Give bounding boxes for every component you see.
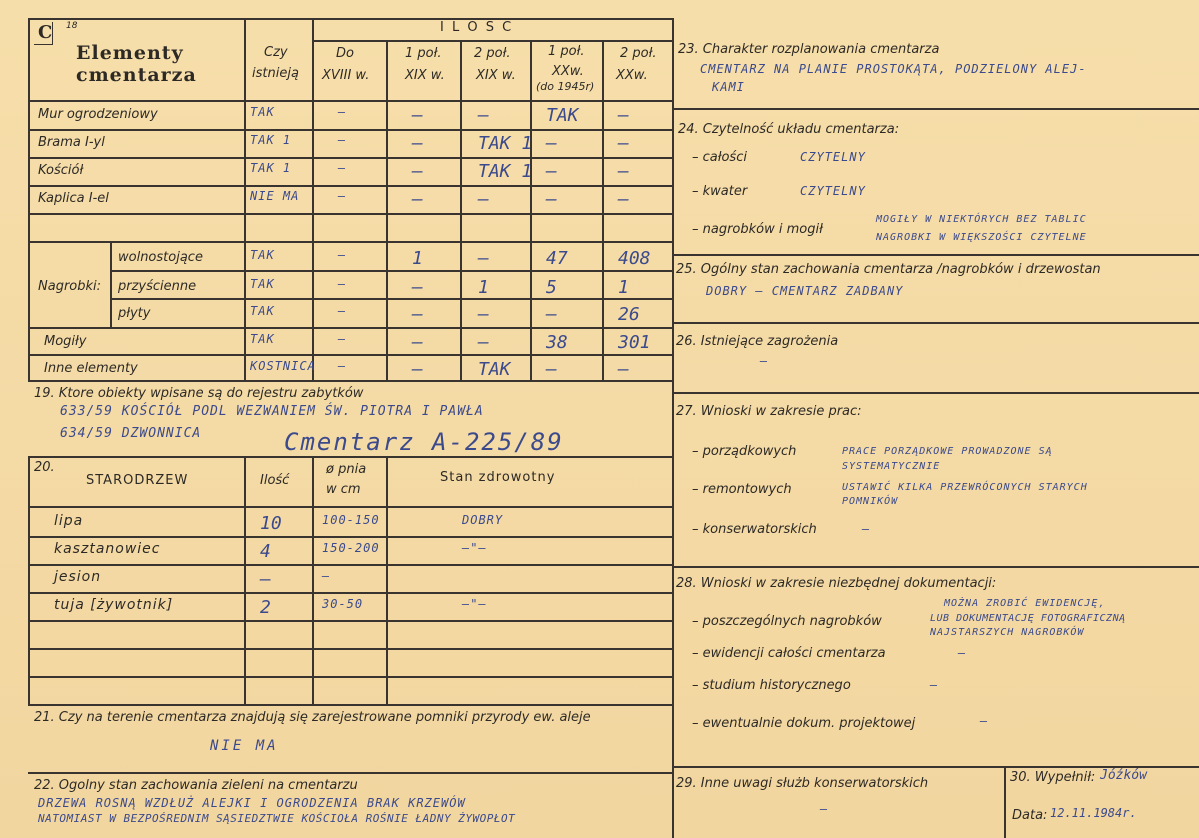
row-line — [28, 592, 673, 594]
row-cell-c2: — — [412, 105, 423, 126]
row-cell-c3: — — [478, 304, 489, 325]
nagrobki-label: Nagrobki: — [38, 279, 102, 294]
row-cell-c2: — — [412, 161, 423, 182]
row-cell-c5: — — [618, 133, 629, 154]
q21-label: 21. Czy na terenie cmentarza znajdują się zarejestrowane pomniki przyrody ew. aleje — [34, 710, 591, 725]
row-line — [28, 506, 673, 508]
q24-c-label: – nagrobków i mogił — [692, 222, 823, 237]
row-cell-c4: 5 — [546, 277, 557, 298]
q24-label: 24. Czytelność układu cmentarza: — [678, 122, 900, 137]
tree-ilosc: 10 — [260, 513, 282, 534]
tree-ilosc: 4 — [260, 541, 271, 562]
q27-a-val2: SYSTEMATYCZNIE — [842, 461, 941, 472]
row-cell-c2: — — [412, 277, 423, 298]
row-line — [672, 108, 1199, 110]
row-cell-c3: TAK 1 — [478, 133, 533, 154]
row-cell-c1: — — [338, 248, 347, 262]
q30-data-val: 12.11.1984r. — [1050, 806, 1137, 820]
q28-label: 28. Wnioski w zakresie niezbędnej dokumentacji: — [676, 576, 997, 591]
row-line — [28, 380, 673, 382]
card-number: 18 — [66, 21, 78, 31]
card-letter: C — [38, 22, 53, 43]
row-cell-c1: — — [338, 189, 347, 203]
row-cell-c5: — — [618, 105, 629, 126]
col-header: XXw. — [616, 68, 648, 83]
q27-c-val: — — [862, 522, 871, 536]
row-line — [28, 536, 673, 538]
col-line — [530, 40, 532, 380]
q28-b-label: – ewidencji całości cmentarza — [692, 646, 886, 661]
q30-label: 30. Wypełnił: — [1010, 770, 1096, 785]
q20-col-d: Stan zdrowotny — [440, 470, 556, 485]
row-line — [28, 129, 673, 131]
q30-data-label: Data: — [1012, 808, 1048, 823]
q24-c-val1: MOGIŁY W NIEKTÓRYCH BEZ TABLIC — [876, 214, 1087, 225]
tree-pien: 150-200 — [322, 541, 380, 555]
q28-a-label: – poszczególnych nagrobków — [692, 614, 882, 629]
row-cell-c3: TAK 1 — [478, 161, 533, 182]
row-cell-c3: TAK — [478, 359, 511, 380]
row-cell-c5: 26 — [618, 304, 640, 325]
row-label: Inne elementy — [44, 361, 138, 376]
tree-pien: 100-150 — [322, 513, 380, 527]
row-line — [28, 185, 673, 187]
left-border — [28, 456, 30, 704]
col-line — [386, 40, 388, 380]
row-cell-c4: 47 — [546, 248, 568, 269]
q21-answer: NIE MA — [210, 738, 279, 754]
q30-name: Jóźków — [1100, 768, 1147, 783]
q28-d-val: — — [980, 714, 989, 728]
row-cell-c5: — — [618, 161, 629, 182]
col-header: XXw. — [552, 64, 584, 79]
q29-label: 29. Inne uwagi służb konserwatorskich — [676, 776, 929, 791]
col-header: Do — [336, 46, 354, 61]
row-cell-c2: 1 — [412, 248, 423, 269]
tree-pien: 30-50 — [322, 597, 364, 611]
col-header: 1 poł. — [548, 44, 585, 59]
col-line — [312, 456, 314, 704]
row-label: Mogiły — [44, 334, 87, 349]
row-cell-c1: — — [338, 161, 347, 175]
q23-line2: KAMI — [712, 80, 745, 94]
row-label: Kościół — [38, 163, 84, 178]
col-line — [460, 40, 462, 380]
row-label: Kaplica I-el — [38, 191, 109, 206]
row-cell-c2: — — [412, 359, 423, 380]
row-cell-c4: — — [546, 189, 557, 210]
col-line — [312, 18, 314, 380]
row-line — [28, 456, 673, 458]
row-line — [672, 254, 1199, 256]
row-cell-c4: — — [546, 133, 557, 154]
row-line — [28, 327, 673, 329]
q19-line2: 634/59 DZWONNICA — [60, 426, 202, 441]
row-cell-c5: — — [618, 189, 629, 210]
row-line — [28, 564, 673, 566]
row-cell-c1: — — [338, 133, 347, 147]
row-cell-c1: — — [338, 332, 347, 346]
q24-a-label: – całości — [692, 150, 747, 165]
row-line — [28, 648, 673, 650]
row-cell-c2: — — [412, 189, 423, 210]
row-cell-c5: 1 — [618, 277, 629, 298]
row-cell-c3: — — [478, 189, 489, 210]
q25-val: DOBRY – CMENTARZ ZADBANY — [706, 284, 904, 298]
q20-col-a: STARODRZEW — [86, 473, 189, 488]
tree-stan: DOBRY — [462, 513, 504, 527]
row-line — [28, 676, 673, 678]
q27-a-val1: PRACE PORZĄDKOWE PROWADZONE SĄ — [842, 446, 1053, 457]
q22-label: 22. Ogolny stan zachowania zieleni na cmentarzu — [34, 778, 358, 793]
row-line — [28, 213, 673, 215]
q19-label: 19. Ktore obiekty wpisane są do rejestru zabytków — [34, 386, 364, 401]
col-header: XVIII w. — [322, 68, 370, 83]
tree-pien: — — [322, 569, 331, 583]
q20-num: 20. — [34, 460, 55, 475]
left-border — [28, 18, 30, 380]
q22-line2: NATOMIAST W BEZPOŚREDNIM SĄSIEDZTWIE KOŚCIOŁA ROŚNIE ŁADNY ŻYWOPŁOT — [38, 812, 516, 825]
ilosc-line — [312, 40, 673, 42]
row-label: wolnostojące — [118, 250, 203, 265]
q19-line1: 633/59 KOŚCIÓŁ PODL WEZWANIEM ŚW. PIOTRA I PAWŁA — [60, 404, 484, 419]
card-title-2: cmentarza — [76, 64, 197, 86]
row-cell-c4: — — [546, 359, 557, 380]
row-cell-c2: — — [412, 304, 423, 325]
q23-label: 23. Charakter rozplanowania cmentarza — [678, 42, 940, 57]
card-title: Elementy — [76, 42, 184, 64]
row-cell-c3: — — [478, 332, 489, 353]
row-label: Mur ogrodzeniowy — [38, 107, 158, 122]
col-header: XIX w. — [476, 68, 516, 83]
q20-col-c1: ø pnia — [326, 462, 367, 477]
col-line — [1004, 766, 1006, 838]
col-header: 2 poł. — [620, 46, 657, 61]
q26-val: — — [760, 354, 769, 368]
row-cell-czy: TAK — [250, 248, 275, 262]
col-header: istnieją — [252, 66, 299, 81]
q24-a-val: CZYTELNY — [800, 150, 866, 164]
row-label: płyty — [118, 306, 151, 321]
row-cell-c1: — — [338, 359, 347, 373]
q27-b-val2: POMNIKÓW — [842, 496, 899, 507]
q28-a-val1: MOŻNA ZROBIĆ EWIDENCJĘ, — [944, 598, 1106, 609]
row-cell-c2: — — [412, 133, 423, 154]
q27-a-label: – porządkowych — [692, 444, 797, 459]
row-cell-c1: — — [338, 277, 347, 291]
row-cell-c3: — — [478, 105, 489, 126]
q28-c-label: – studium historycznego — [692, 678, 851, 693]
q29-val: — — [820, 802, 829, 816]
tree-name: kasztanowiec — [54, 541, 161, 557]
row-cell-c1: — — [338, 304, 347, 318]
row-label: Brama I-yl — [38, 135, 105, 150]
col-line — [244, 456, 246, 704]
q20-col-b: Ilość — [260, 473, 290, 488]
row-cell-c4: — — [546, 304, 557, 325]
tree-name: lipa — [54, 513, 84, 529]
row-line — [672, 566, 1199, 568]
row-cell-c5: — — [618, 359, 629, 380]
q28-a-val2: LUB DOKUMENTACJĘ FOTOGRAFICZNĄ — [930, 613, 1126, 624]
row-cell-czy: TAK — [250, 105, 275, 119]
nagrobki-divider — [110, 241, 112, 327]
row-cell-czy: TAK 1 — [250, 161, 292, 175]
row-cell-czy: TAK — [250, 277, 275, 291]
row-cell-czy: TAK — [250, 332, 275, 346]
row-line — [672, 322, 1199, 324]
q28-c-val: — — [930, 678, 939, 692]
row-cell-c3: — — [478, 248, 489, 269]
tree-stan: —"— — [462, 597, 487, 611]
tree-name: tuja [żywotnik] — [54, 597, 174, 613]
row-line — [28, 772, 673, 774]
q28-b-val: — — [958, 646, 967, 660]
col-line — [244, 18, 246, 380]
row-line — [28, 704, 673, 706]
q24-b-label: – kwater — [692, 184, 748, 199]
row-cell-czy: KOSTNICA — [250, 359, 316, 373]
tree-ilosc: — — [260, 569, 271, 590]
q20-col-c2: w cm — [326, 482, 361, 497]
row-cell-c4: — — [546, 161, 557, 182]
row-cell-c5: 408 — [618, 248, 651, 269]
row-line — [28, 354, 673, 356]
tree-ilosc: 2 — [260, 597, 271, 618]
col-header: 2 poł. — [474, 46, 511, 61]
col-header: (do 1945r) — [536, 80, 595, 93]
q24-b-val: CZYTELNY — [800, 184, 866, 198]
row-cell-c1: — — [338, 105, 347, 119]
q19-line3: Cmentarz A-225/89 — [284, 428, 564, 456]
q28-d-label: – ewentualnie dokum. projektowej — [692, 716, 916, 731]
row-label: przyścienne — [118, 279, 197, 294]
col-header: Czy — [264, 45, 288, 60]
row-cell-czy: TAK — [250, 304, 275, 318]
row-cell-c3: 1 — [478, 277, 489, 298]
row-line — [110, 270, 673, 272]
row-line — [28, 241, 673, 243]
q27-label: 27. Wnioski w zakresie prac: — [676, 404, 862, 419]
col-line — [602, 40, 604, 380]
col-header: XIX w. — [405, 68, 445, 83]
q23-line1: CMENTARZ NA PLANIE PROSTOKĄTA, PODZIELONY ALEJ- — [700, 62, 1087, 76]
row-cell-czy: TAK 1 — [250, 133, 292, 147]
ilosc-header: I L O S C — [440, 20, 514, 35]
row-line — [110, 298, 673, 300]
row-line — [28, 157, 673, 159]
tree-name: jesion — [54, 569, 102, 585]
q27-c-label: – konserwatorskich — [692, 522, 817, 537]
row-cell-c2: — — [412, 332, 423, 353]
q25-label: 25. Ogólny stan zachowania cmentarza /nagrobków i drzewostan — [676, 262, 1101, 277]
row-cell-czy: NIE MA — [250, 189, 300, 203]
col-header: 1 poł. — [405, 46, 442, 61]
q26-label: 26. Istniejące zagrożenia — [676, 334, 839, 349]
col-line — [386, 456, 388, 704]
row-line — [672, 392, 1199, 394]
row-cell-c4: TAK — [546, 105, 579, 126]
row-cell-c4: 38 — [546, 332, 568, 353]
q27-b-label: – remontowych — [692, 482, 792, 497]
row-line — [28, 620, 673, 622]
q28-a-val3: NAJSTARSZYCH NAGROBKÓW — [930, 627, 1085, 638]
row-cell-c5: 301 — [618, 332, 651, 353]
q27-b-val1: USTAWIĆ KILKA PRZEWRÓCONYCH STARYCH — [842, 482, 1088, 493]
tree-stan: —"— — [462, 541, 487, 555]
q22-line1: DRZEWA ROSNĄ WZDŁUŻ ALEJKI I OGRODZENIA BRAK KRZEWÓW — [38, 796, 466, 810]
top-border — [28, 18, 673, 20]
center-divider — [672, 18, 674, 838]
q24-c-val2: NAGROBKI W WIĘKSZOŚCI CZYTELNE — [876, 232, 1087, 243]
row-line — [28, 100, 673, 102]
